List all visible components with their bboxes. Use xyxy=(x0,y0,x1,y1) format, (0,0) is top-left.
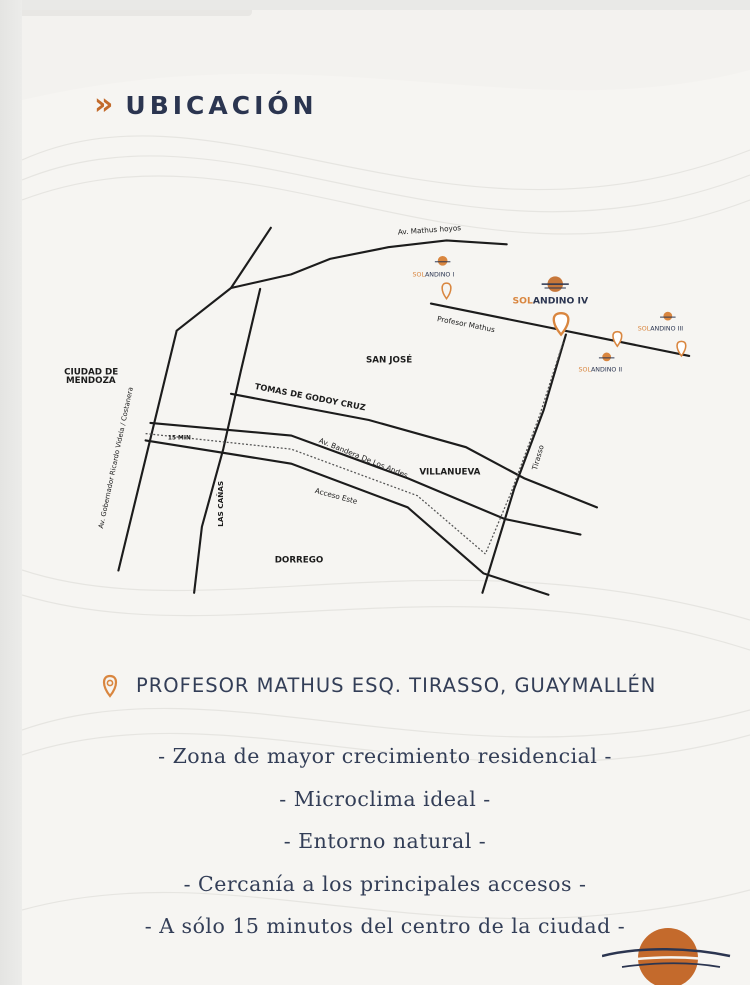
street-acceso-este: Acceso Este xyxy=(313,486,359,507)
svg-text:SOLANDINO I: SOLANDINO I xyxy=(412,271,455,279)
area-san-jose: SAN JOSÉ xyxy=(365,355,413,366)
road-diagonal-northwest xyxy=(118,228,270,571)
street-bandera-andes: Av. Bandera De Los Andes xyxy=(317,435,410,480)
solandino-logo-icon xyxy=(438,256,448,266)
svg-text:SOLANDINO II: SOLANDINO II xyxy=(578,366,623,374)
feature-item: - Zona de mayor crecimiento residencial - xyxy=(158,744,612,768)
area-dorrego: DORREGO xyxy=(274,555,324,566)
location-pin-icon xyxy=(613,332,622,347)
feature-item: - A sólo 15 minutos del centro de la ciudad - xyxy=(144,914,626,938)
feature-item: - Entorno natural - xyxy=(283,829,487,853)
area-ciudad-mendoza-1: CIUDAD DE xyxy=(64,367,119,378)
area-villanueva: VILLANUEVA xyxy=(419,467,481,478)
address-line xyxy=(100,672,656,698)
solandino-logo-icon xyxy=(663,312,672,321)
solandino-logo-icon xyxy=(602,353,611,362)
street-tomas-godoy-cruz: TOMAS DE GODOY CRUZ xyxy=(253,381,367,413)
brand-logo-icon xyxy=(602,922,732,985)
page-margin xyxy=(0,0,22,985)
street-las-canas: LAS CAÑAS xyxy=(216,480,226,527)
road-las-canas xyxy=(194,289,260,593)
double-chevron-icon: » xyxy=(94,87,108,122)
location-map xyxy=(22,210,728,630)
svg-text:SOLANDINO III: SOLANDINO III xyxy=(637,325,684,333)
page-title: UBICACIÓN xyxy=(125,90,318,120)
feature-item: - Cercanía a los principales accesos - xyxy=(183,871,587,896)
street-mathus-hoyos: Av. Mathus hoyos xyxy=(397,223,462,237)
street-tirasso: Tirasso xyxy=(530,443,546,472)
route-time-label: 15 MIN xyxy=(167,435,191,442)
location-pin-icon xyxy=(442,283,451,299)
section-title xyxy=(94,88,318,122)
location-pin-icon xyxy=(100,672,120,698)
project-solandino-i xyxy=(413,256,455,299)
project-solandino-iv xyxy=(513,276,589,334)
road-mathus-hoyos xyxy=(231,240,507,288)
address-text: PROFESOR MATHUS ESQ. TIRASSO, GUAYMALLÉN xyxy=(136,673,657,697)
feature-list xyxy=(22,738,750,951)
street-profesor-mathus: Profesor Mathus xyxy=(436,314,496,335)
feature-item: - Microclima ideal - xyxy=(279,786,491,811)
street-gobernador: Av. Gobernador Ricardo Videla / Costanera xyxy=(97,386,135,530)
area-ciudad-mendoza-2: MENDOZA xyxy=(66,376,116,387)
svg-text:SOLANDINO IV: SOLANDINO IV xyxy=(512,295,589,307)
brochure-page xyxy=(22,10,750,985)
